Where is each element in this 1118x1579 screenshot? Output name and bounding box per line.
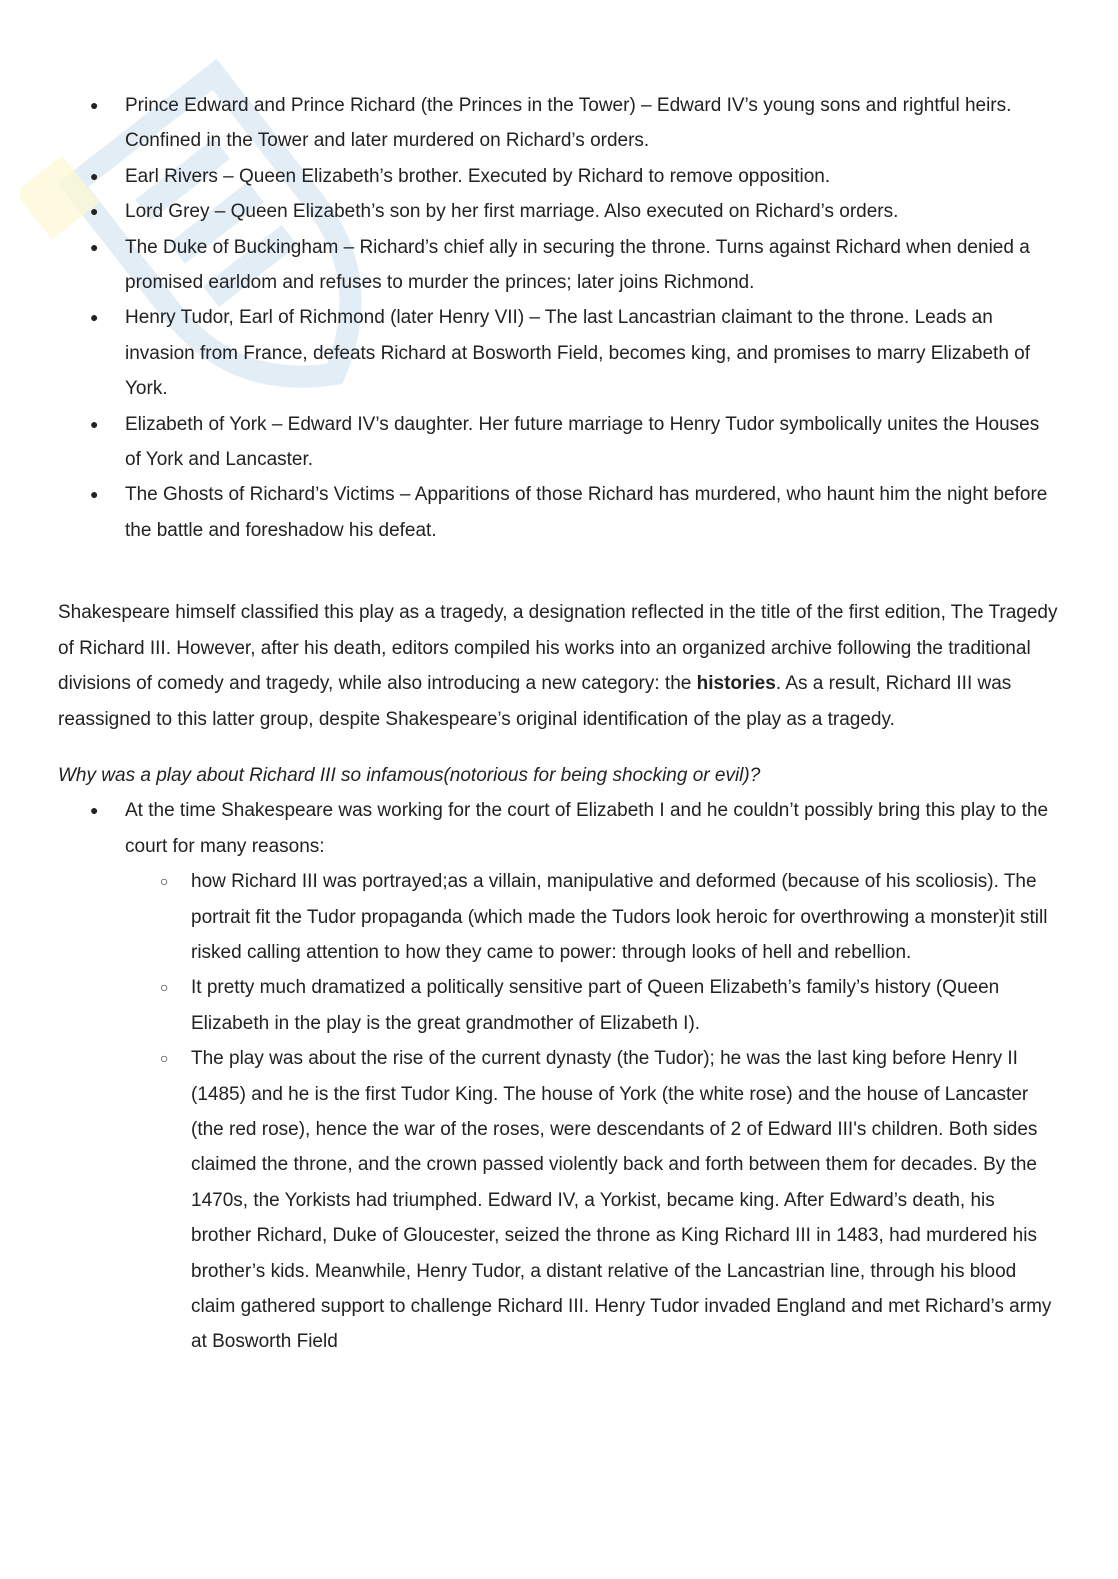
sub-list-item: ○ how Richard III was portrayed;as a villain, manipulative and deformed (because of his scoliosis). The portrait fit the Tudor propaganda (which made the Tudors look heroic for overthrowing a monster)it still risked calling attention to how they came to power: through looks of hell and rebellion.: [125, 864, 1058, 970]
list-item: ● Lord Grey – Queen Elizabeth’s son by her first marriage. Also executed on Richard’s orders.: [58, 194, 1058, 229]
reasons-list: [58, 793, 1058, 1360]
reasons-sublist: [125, 864, 1058, 1360]
classification-paragraph: [58, 595, 1058, 737]
sub-list-item: ○ The play was about the rise of the current dynasty (the Tudor); he was the last king before Henry II (1485) and he is the first Tudor King. The house of York (the white rose) and the house of Lancaster (the red rose), hence the war of the roses, were descendants of 2 of Edward III's children. Both sides claimed the throne, and the crown passed violently back and forth between them for decades. By the 1470s, the Yorkists had triumphed. Edward IV, a Yorkist, became king. After Edward’s death, his brother Richard, Duke of Gloucester, seized the throne as King Richard III in 1483, had murdered his brother’s kids. Meanwhile, Henry Tudor, a distant relative of the Lancastrian line, through his blood claim gathered support to challenge Richard III. Henry Tudor invaded England and met Richard’s army at Bosworth Field: [125, 1041, 1058, 1360]
section-question: Why was a play about Richard III so infamous(notorious for being shocking or evil)?: [58, 764, 761, 786]
list-item: ● Henry Tudor, Earl of Richmond (later Henry VII) – The last Lancastrian claimant to the throne. Leads an invasion from France, defeats Richard at Bosworth Field, becomes king, and promises to marry Elizabeth of York.: [58, 300, 1058, 406]
reasons-intro: At the time Shakespeare was working for the court of Elizabeth I and he couldn’t possibly bring this play to the court for many reasons:: [125, 800, 1049, 857]
list-item: ● The Ghosts of Richard’s Victims – Apparitions of those Richard has murdered, who haunt him the night before the battle and foreshadow his defeat.: [58, 477, 1058, 548]
list-item: ● Prince Edward and Prince Richard (the Princes in the Tower) – Edward IV’s young sons and rightful heirs. Confined in the Tower and later murdered on Richard’s orders.: [58, 88, 1058, 159]
list-item: [58, 793, 1058, 1360]
sub-list-item: ○ It pretty much dramatized a politically sensitive part of Queen Elizabeth’s family’s history (Queen Elizabeth in the play is the great grandmother of Elizabeth I).: [125, 970, 1058, 1041]
list-item: ● Earl Rivers – Queen Elizabeth’s brother. Executed by Richard to remove opposition.: [58, 159, 1058, 194]
list-item: ● The Duke of Buckingham – Richard’s chief ally in securing the throne. Turns against Richard when denied a promised earldom and refuses to murder the princes; later joins Richmond.: [58, 230, 1058, 301]
document-content: [58, 88, 1058, 1360]
histories-term: histories: [696, 673, 776, 695]
list-item: ● Elizabeth of York – Edward IV’s daughter. Her future marriage to Henry Tudor symbolically unites the Houses of York and Lancaster.: [58, 407, 1058, 478]
paragraph-text-end: . As a result, Richard III was reassigned to this latter group, despite Shakespeare’s original identification of the play as a tragedy.: [58, 673, 1012, 730]
character-list: [58, 88, 1058, 548]
paragraph-text-start: Shakespeare himself classified this play as a tragedy, a designation reflected in the title of the first edition, The Tragedy of Richard III. However, after his death, editors compiled his works into an organized archive following the traditional divisions of comedy and tragedy, while also introducing a new category: the: [58, 602, 1058, 695]
